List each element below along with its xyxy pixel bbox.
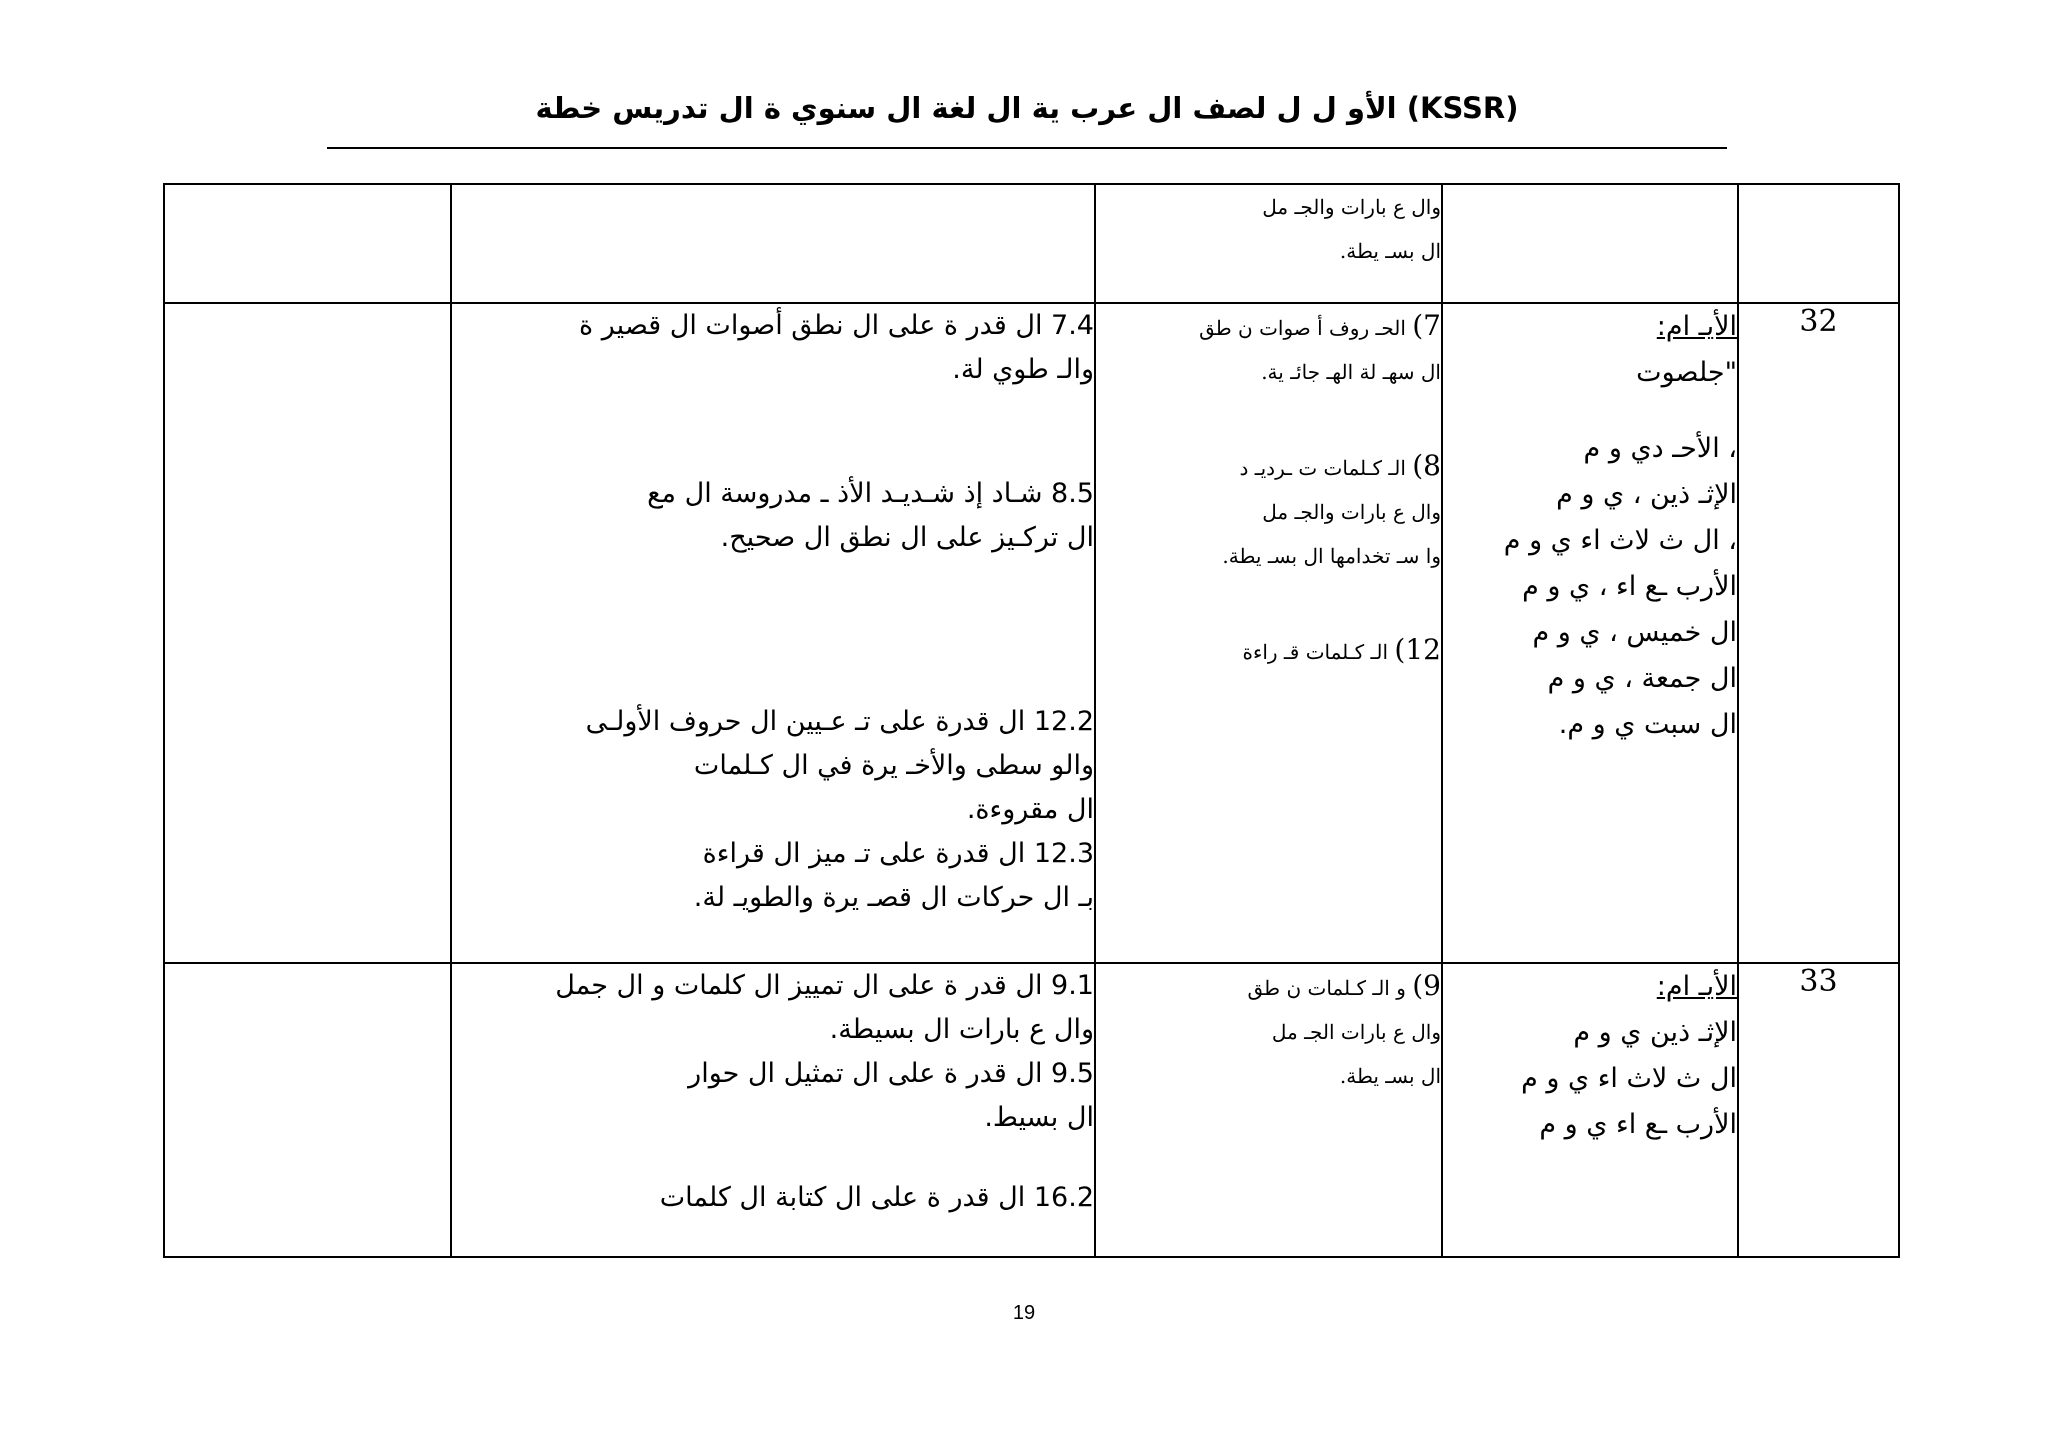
standard-line: 9.1 ال قدر ة على ال تمييز ال كلمات و ال جمل	[555, 970, 1094, 1001]
topic-cell	[1442, 963, 1738, 1257]
standard-line: 7.4 ال قدر ة على ال نطق أصوات ال قصير ة	[579, 310, 1094, 341]
week-cell: 32	[1738, 303, 1899, 963]
week-cell	[1738, 184, 1899, 303]
content-line: 8) الـ كـلمات ت ـرديـ د	[1239, 449, 1441, 482]
page-number: 19	[1012, 1302, 1036, 1324]
content-number: 7)	[1412, 309, 1441, 342]
table-row	[164, 963, 1899, 1257]
content-line: وال ع بارات والجـ مل	[1262, 500, 1441, 524]
topic-line: ال سبت ي و م.	[1558, 709, 1737, 740]
standards-cell	[451, 184, 1095, 303]
topic-line: ال خميس ، ي و م	[1532, 617, 1737, 648]
content-line: وال ع بارات والجـ مل	[1262, 195, 1441, 219]
topic-heading: الأيـ ام:	[1656, 311, 1737, 342]
content-line: 9) و الـ كـلمات ن طق	[1247, 969, 1441, 1002]
standard-line: 9.5 ال قدر ة على ال تمثيل ال حوار	[688, 1058, 1094, 1089]
standard-line: ال بسيط.	[984, 1102, 1094, 1133]
content-line: وال ع بارات الجـ مل	[1271, 1020, 1441, 1044]
content-line: ال سهـ لة الهـ جائـ ية.	[1261, 360, 1441, 384]
standard-line: 12.3 ال قدرة على تـ ميز ال قراءة	[702, 838, 1094, 869]
content-line: وا سـ تخدامها ال بسـ يطة.	[1222, 544, 1441, 568]
document-title: الأو ل ل لصف ال عرب ية ال لغة ال سنوي ة ال تدريس خطة (KSSR)	[535, 91, 1519, 125]
standards-cell	[451, 303, 1095, 963]
content-number: 9)	[1412, 969, 1441, 1002]
standards-cell	[451, 963, 1095, 1257]
table-row	[164, 184, 1899, 303]
topic-line: ، ال ث لاث اء ي و م	[1503, 525, 1737, 556]
topic-line: الإثـ ذين ي و م	[1573, 1017, 1737, 1048]
topic-line: الأرب ـع اء ، ي و م	[1522, 571, 1737, 602]
content-number: 8)	[1412, 449, 1441, 482]
standard-line: 16.2 ال قدر ة على ال كتابة ال كلمات	[659, 1182, 1094, 1213]
table-row	[164, 303, 1899, 963]
topic-line: ال جمعة ، ي و م	[1547, 663, 1737, 694]
notes-cell	[164, 184, 451, 303]
topic-line: الأرب ـع اء ي و م	[1539, 1109, 1737, 1140]
content-cell	[1095, 184, 1442, 303]
content-cell	[1095, 963, 1442, 1257]
week-cell: 33	[1738, 963, 1899, 1257]
standard-line: 12.2 ال قدرة على تـ عـيين ال حروف الأولـى	[585, 706, 1094, 737]
topic-line: ، الأحـ دي و م	[1583, 433, 1737, 464]
topic-line: "جلصوت	[1636, 357, 1737, 388]
standard-line: والـ طوي لة.	[952, 354, 1094, 385]
content-line: 7) الحـ روف أ صوات ن طق	[1199, 309, 1441, 342]
topic-cell	[1442, 184, 1738, 303]
content-number: 12)	[1394, 633, 1441, 666]
topic-cell	[1442, 303, 1738, 963]
standard-line: ال مقروءة.	[966, 794, 1094, 825]
content-line: ال بسـ يطة.	[1339, 1064, 1441, 1088]
notes-cell	[164, 963, 451, 1257]
standard-line: بـ ال حركات ال قصـ يرة والطويـ لة.	[693, 882, 1094, 913]
topic-line: الإثـ ذين ، ي و م	[1556, 479, 1737, 510]
lesson-plan-table	[163, 183, 1900, 1258]
standard-line: 8.5 شـاد إذ شـديـد الأذ ـ مدروسة ال مع	[647, 478, 1094, 509]
standard-line: ال تركـيز على ال نطق ال صحيح.	[720, 522, 1094, 553]
notes-cell	[164, 303, 451, 963]
content-cell	[1095, 303, 1442, 963]
topic-line: ال ث لاث اء ي و م	[1521, 1063, 1737, 1094]
content-line: 12) الـ كـلمات قـ راءة	[1242, 633, 1441, 666]
content-line: ال بسـ يطة.	[1339, 239, 1441, 263]
title-divider	[327, 147, 1727, 149]
topic-heading: الأيـ ام:	[1656, 971, 1737, 1002]
standard-line: والو سطى والأخـ يرة في ال كـلمات	[693, 750, 1094, 781]
standard-line: وال ع بارات ال بسيطة.	[829, 1014, 1094, 1045]
